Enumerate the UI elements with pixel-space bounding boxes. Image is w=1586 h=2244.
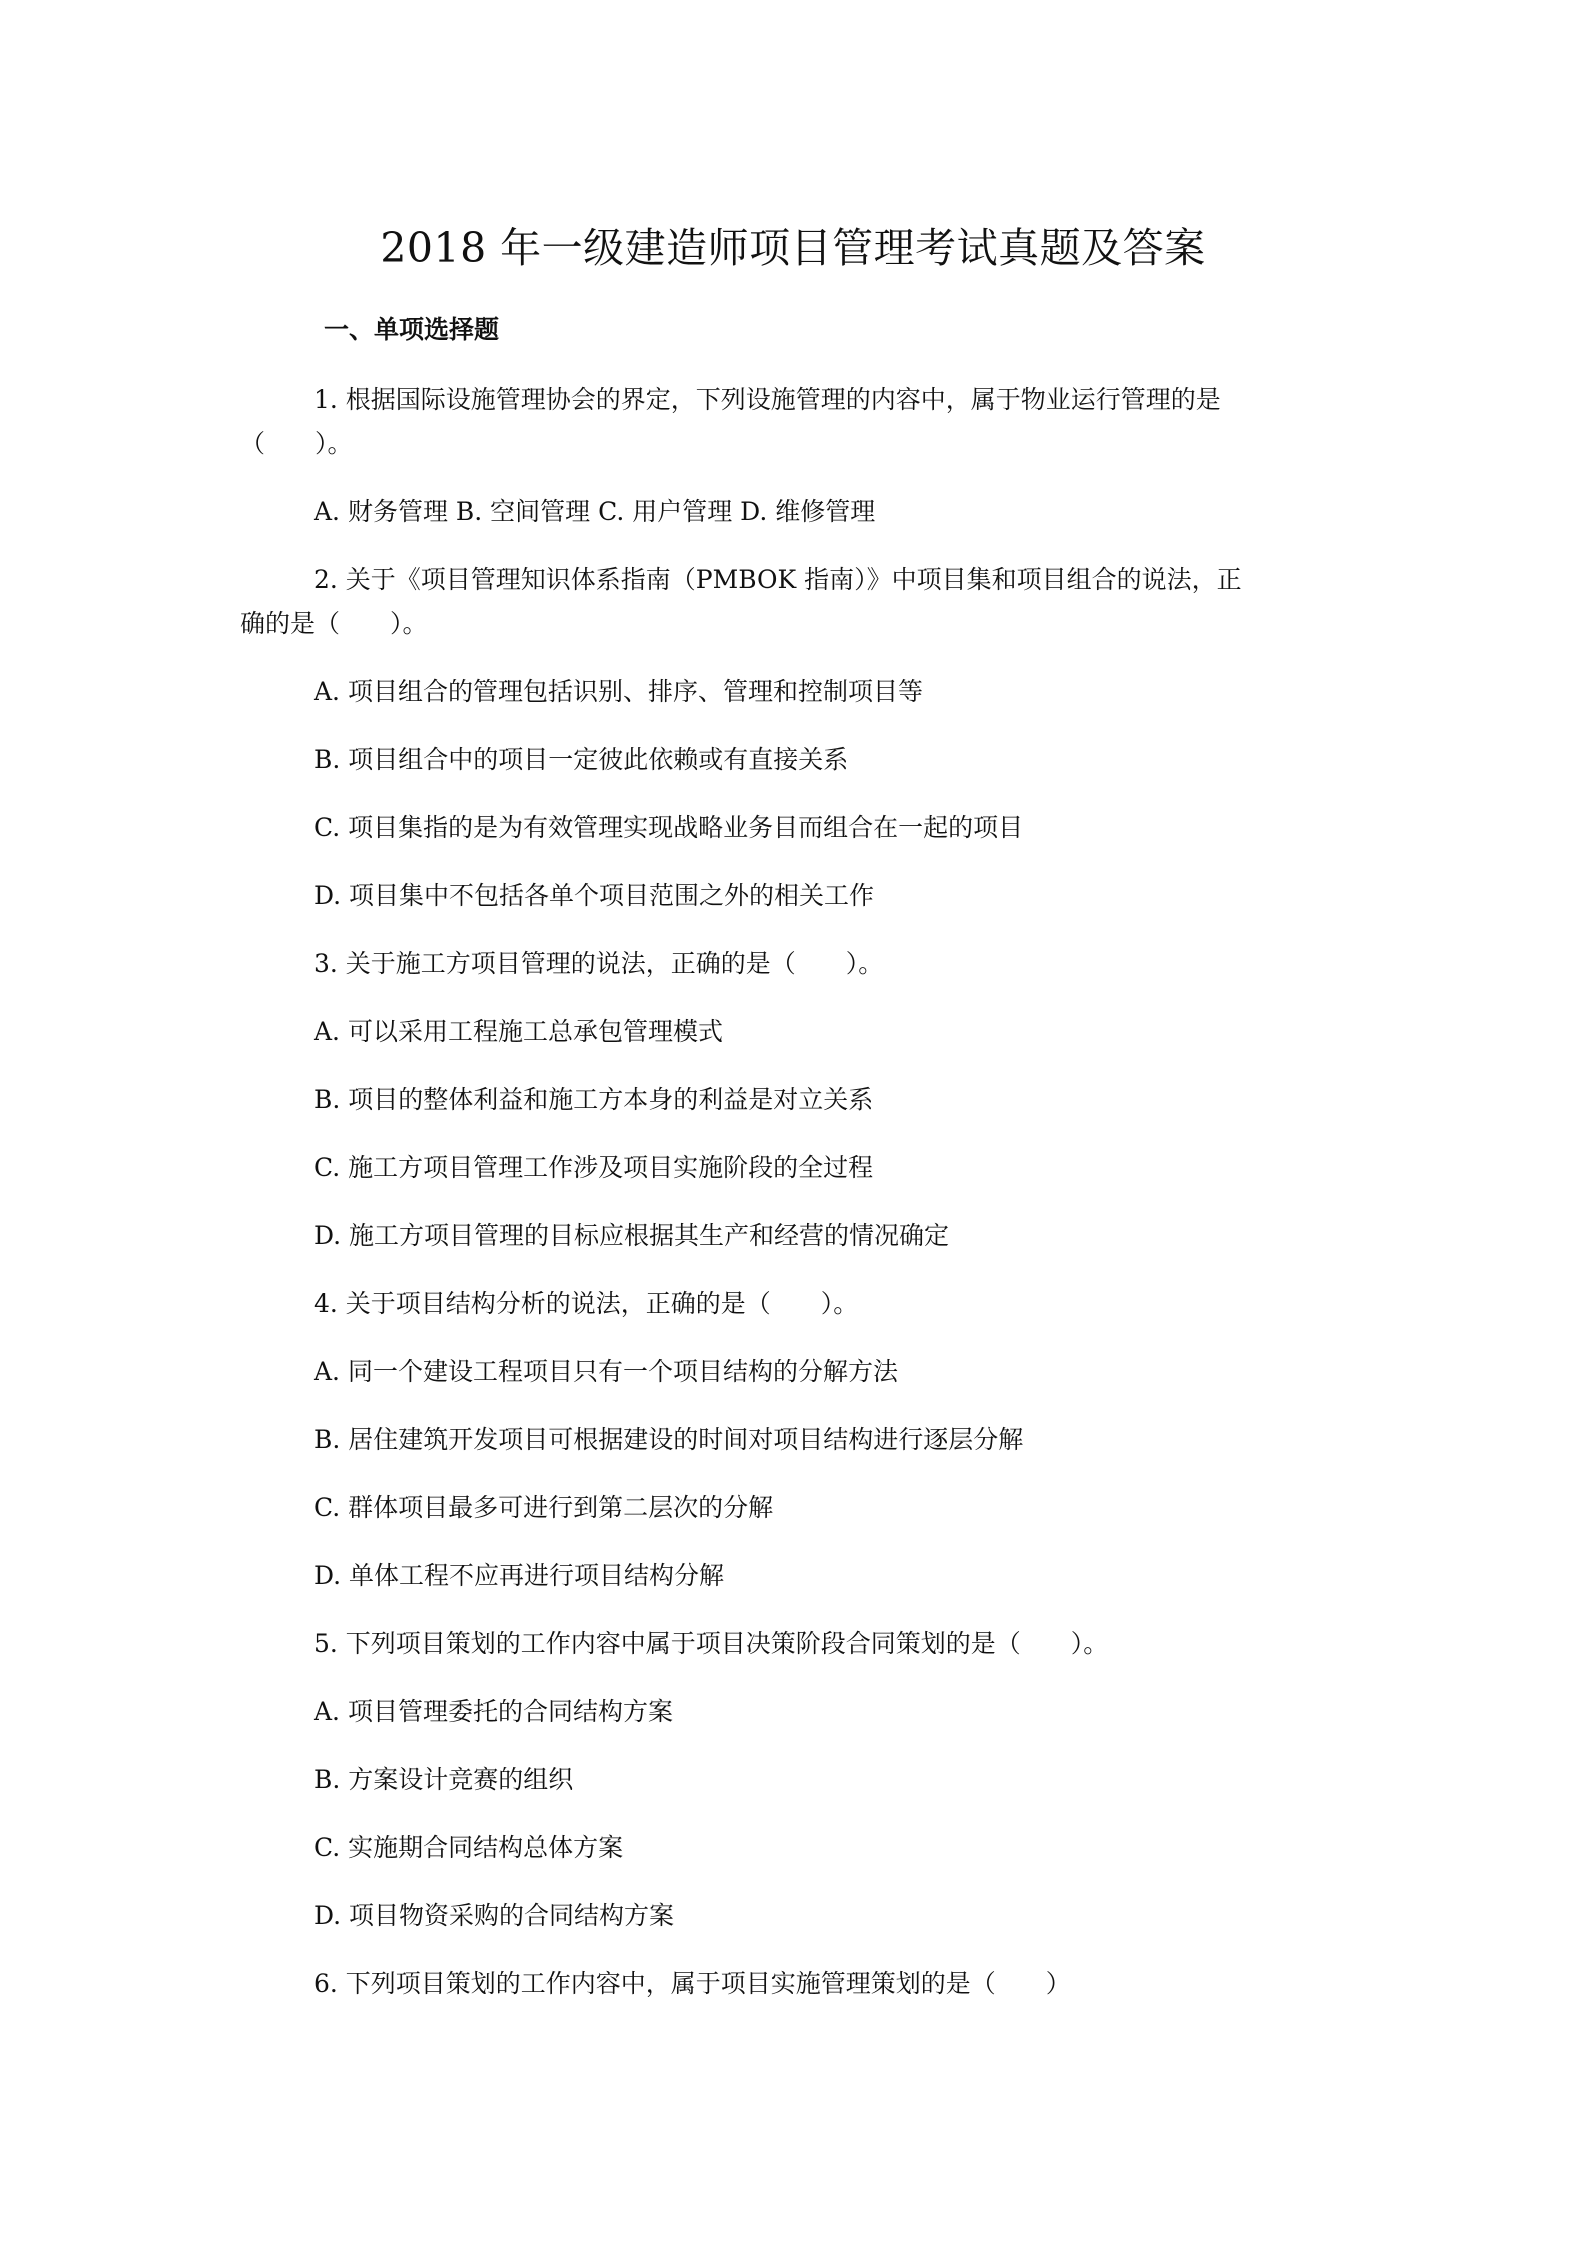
question-3-option-b: B. 项目的整体利益和施工方本身的利益是对立关系 (314, 1085, 874, 1114)
question-2-option-d: D. 项目集中不包括各单个项目范围之外的相关工作 (314, 881, 875, 910)
question-3-option-a: A. 可以采用工程施工总承包管理模式 (314, 1017, 723, 1046)
question-2-option-c: C. 项目集指的是为有效管理实现战略业务目而组合在一起的项目 (314, 813, 1024, 842)
question-4-option-d: D. 单体工程不应再进行项目结构分解 (314, 1561, 725, 1590)
question-6-stem: 6. 下列项目策划的工作内容中，属于项目实施管理策划的是（ ） (314, 1969, 1071, 1998)
question-1-stem-line2: （ ）。 (240, 429, 353, 458)
question-4-option-c: C. 群体项目最多可进行到第二层次的分解 (314, 1493, 774, 1522)
question-4-option-b: B. 居住建筑开发项目可根据建设的时间对项目结构进行逐层分解 (314, 1425, 1024, 1454)
question-5-option-a: A. 项目管理委托的合同结构方案 (314, 1697, 673, 1726)
question-list (240, 378, 1350, 2030)
question-5-option-b: B. 方案设计竞赛的组织 (314, 1765, 574, 1794)
question-2-stem-line1: 2. 关于《项目管理知识体系指南（PMBOK 指南）》中项目集和项目组合的说法，正 (314, 565, 1242, 594)
question-5-stem: 5. 下列项目策划的工作内容中属于项目决策阶段合同策划的是（ ）。 (314, 1629, 1109, 1658)
question-5-option-d: D. 项目物资采购的合同结构方案 (314, 1901, 675, 1930)
question-2-option-a: A. 项目组合的管理包括识别、排序、管理和控制项目等 (314, 677, 923, 706)
question-2-stem-line2: 确的是（ ）。 (240, 609, 428, 638)
question-1 (240, 378, 1350, 466)
question-3-option-d: D. 施工方项目管理的目标应根据其生产和经营的情况确定 (314, 1221, 950, 1250)
question-1-stem-line1: 1. 根据国际设施管理协会的界定，下列设施管理的内容中，属于物业运行管理的是 (314, 385, 1221, 414)
question-5-option-c: C. 实施期合同结构总体方案 (314, 1833, 624, 1862)
question-3-stem: 3. 关于施工方项目管理的说法，正确的是（ ）。 (314, 949, 884, 978)
section-heading: 一、单项选择题 (324, 315, 500, 344)
page-title: 2018 年一级建造师项目管理考试真题及答案 (380, 224, 1206, 272)
question-2-option-b: B. 项目组合中的项目一定彼此依赖或有直接关系 (314, 745, 849, 774)
question-4-option-a: A. 同一个建设工程项目只有一个项目结构的分解方法 (314, 1357, 898, 1386)
question-2 (240, 558, 1350, 646)
question-1-options: A. 财务管理 B. 空间管理 C. 用户管理 D. 维修管理 (314, 497, 876, 526)
question-3-option-c: C. 施工方项目管理工作涉及项目实施阶段的全过程 (314, 1153, 874, 1182)
question-4-stem: 4. 关于项目结构分析的说法，正确的是（ ）。 (314, 1289, 859, 1318)
